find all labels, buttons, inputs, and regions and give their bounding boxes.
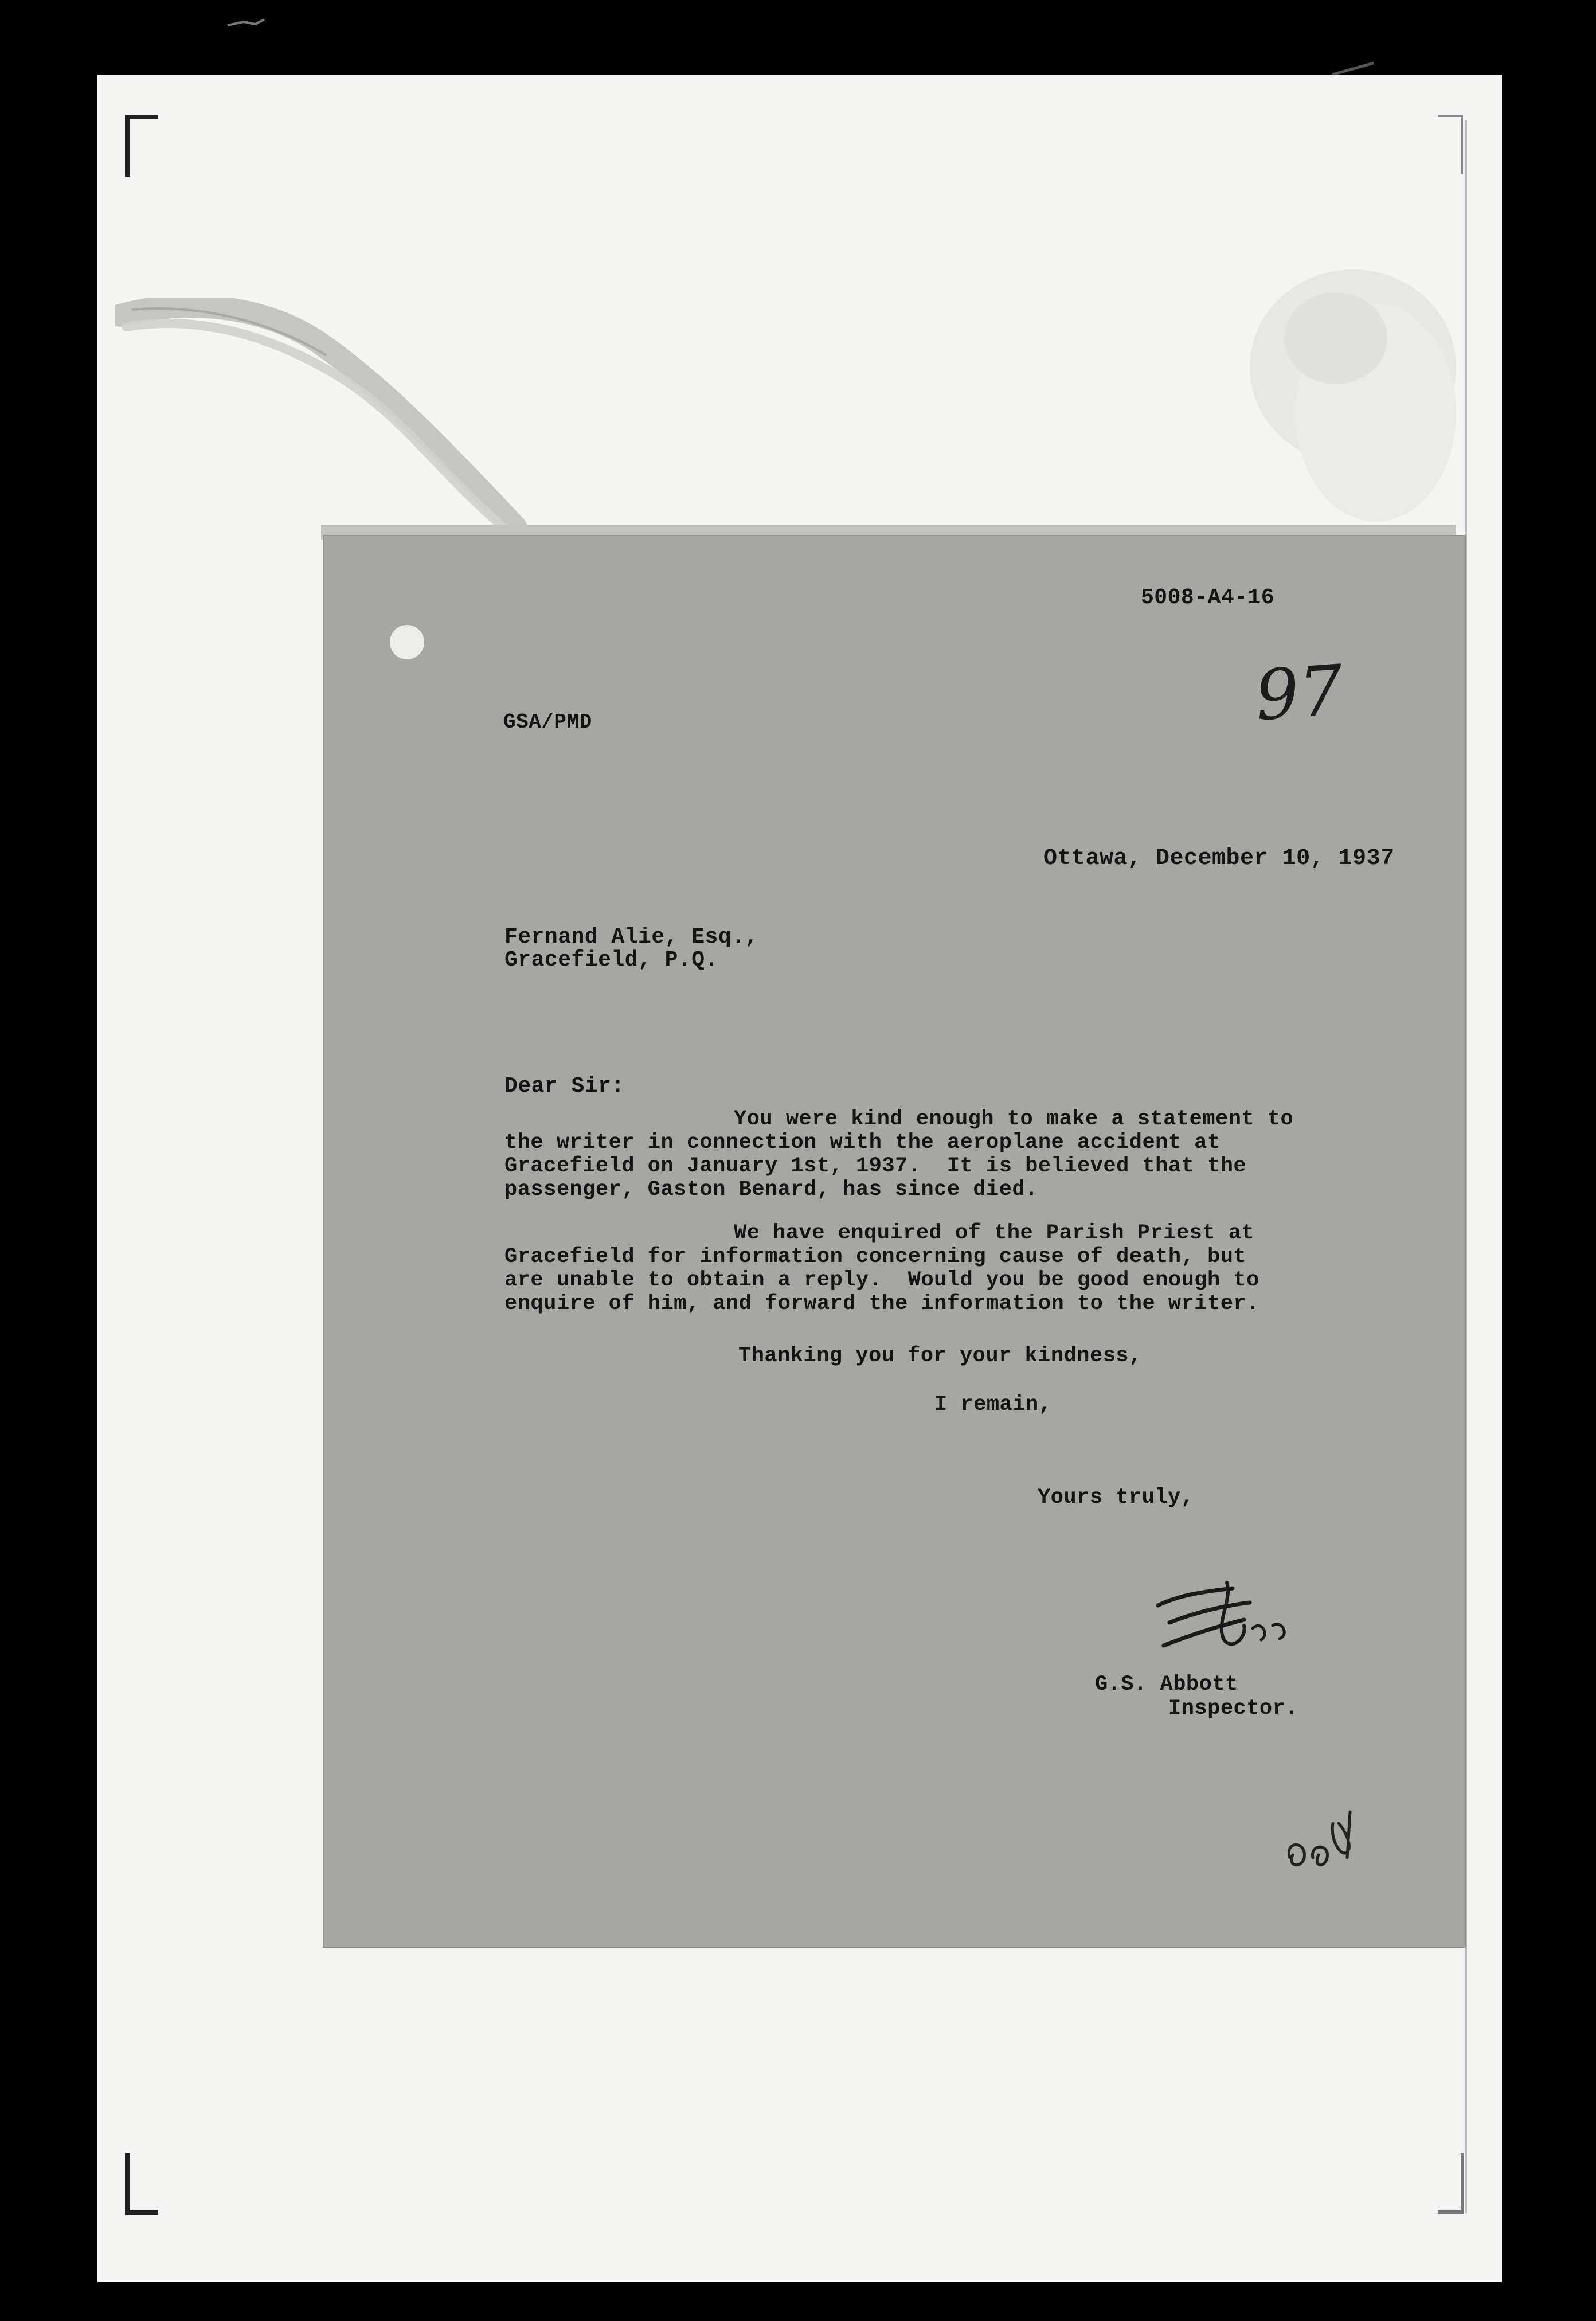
salutation: Dear Sir: — [504, 1074, 625, 1099]
signer-name: G.S. Abbott — [1095, 1673, 1238, 1697]
crop-mark-bottom-left — [125, 2153, 158, 2215]
paragraph-2-line: are unable to obtain a reply. Would you be good enough to — [504, 1268, 1259, 1292]
crop-mark-bottom-right — [1438, 2153, 1464, 2214]
closing-remain: I remain, — [934, 1393, 1052, 1417]
addressee-name: Fernand Alie, Esq., — [504, 925, 758, 950]
tape-stain — [115, 298, 539, 539]
paragraph-2-line: We have enquired of the Parish Priest at — [734, 1221, 1255, 1245]
addressee-place: Gracefield, P.Q. — [504, 948, 718, 972]
stray-mark — [226, 17, 267, 29]
punch-hole — [390, 625, 424, 659]
paragraph-1-line: passenger, Gaston Benard, has since died. — [504, 1178, 1038, 1202]
signer-title: Inspector. — [1168, 1697, 1299, 1721]
file-number: 5008-A4-16 — [1141, 585, 1275, 610]
place-date: Ottawa, December 10, 1937 — [1043, 846, 1395, 872]
handwritten-signature — [1147, 1571, 1319, 1663]
crop-mark-top-left — [125, 115, 158, 177]
handwritten-initials — [1278, 1800, 1376, 1881]
handwritten-page-number: 97 — [1253, 650, 1346, 737]
reference-initials: GSA/PMD — [503, 710, 592, 734]
crop-mark-top-right — [1438, 115, 1463, 174]
paragraph-1-line: the writer in connection with the aeroplane accident at — [504, 1131, 1221, 1155]
closing-thanks: Thanking you for your kindness, — [738, 1344, 1142, 1368]
paragraph-1-line: Gracefield on January 1st, 1937. It is believed that the — [504, 1154, 1247, 1178]
paper-stain — [1233, 252, 1473, 550]
paragraph-1-line: You were kind enough to make a statement to — [734, 1107, 1294, 1131]
closing-yours: Yours truly, — [1038, 1486, 1194, 1510]
paragraph-2-line: Gracefield for information concerning cause of death, but — [504, 1245, 1247, 1269]
paragraph-2-line: enquire of him, and forward the information to the writer. — [504, 1292, 1259, 1316]
